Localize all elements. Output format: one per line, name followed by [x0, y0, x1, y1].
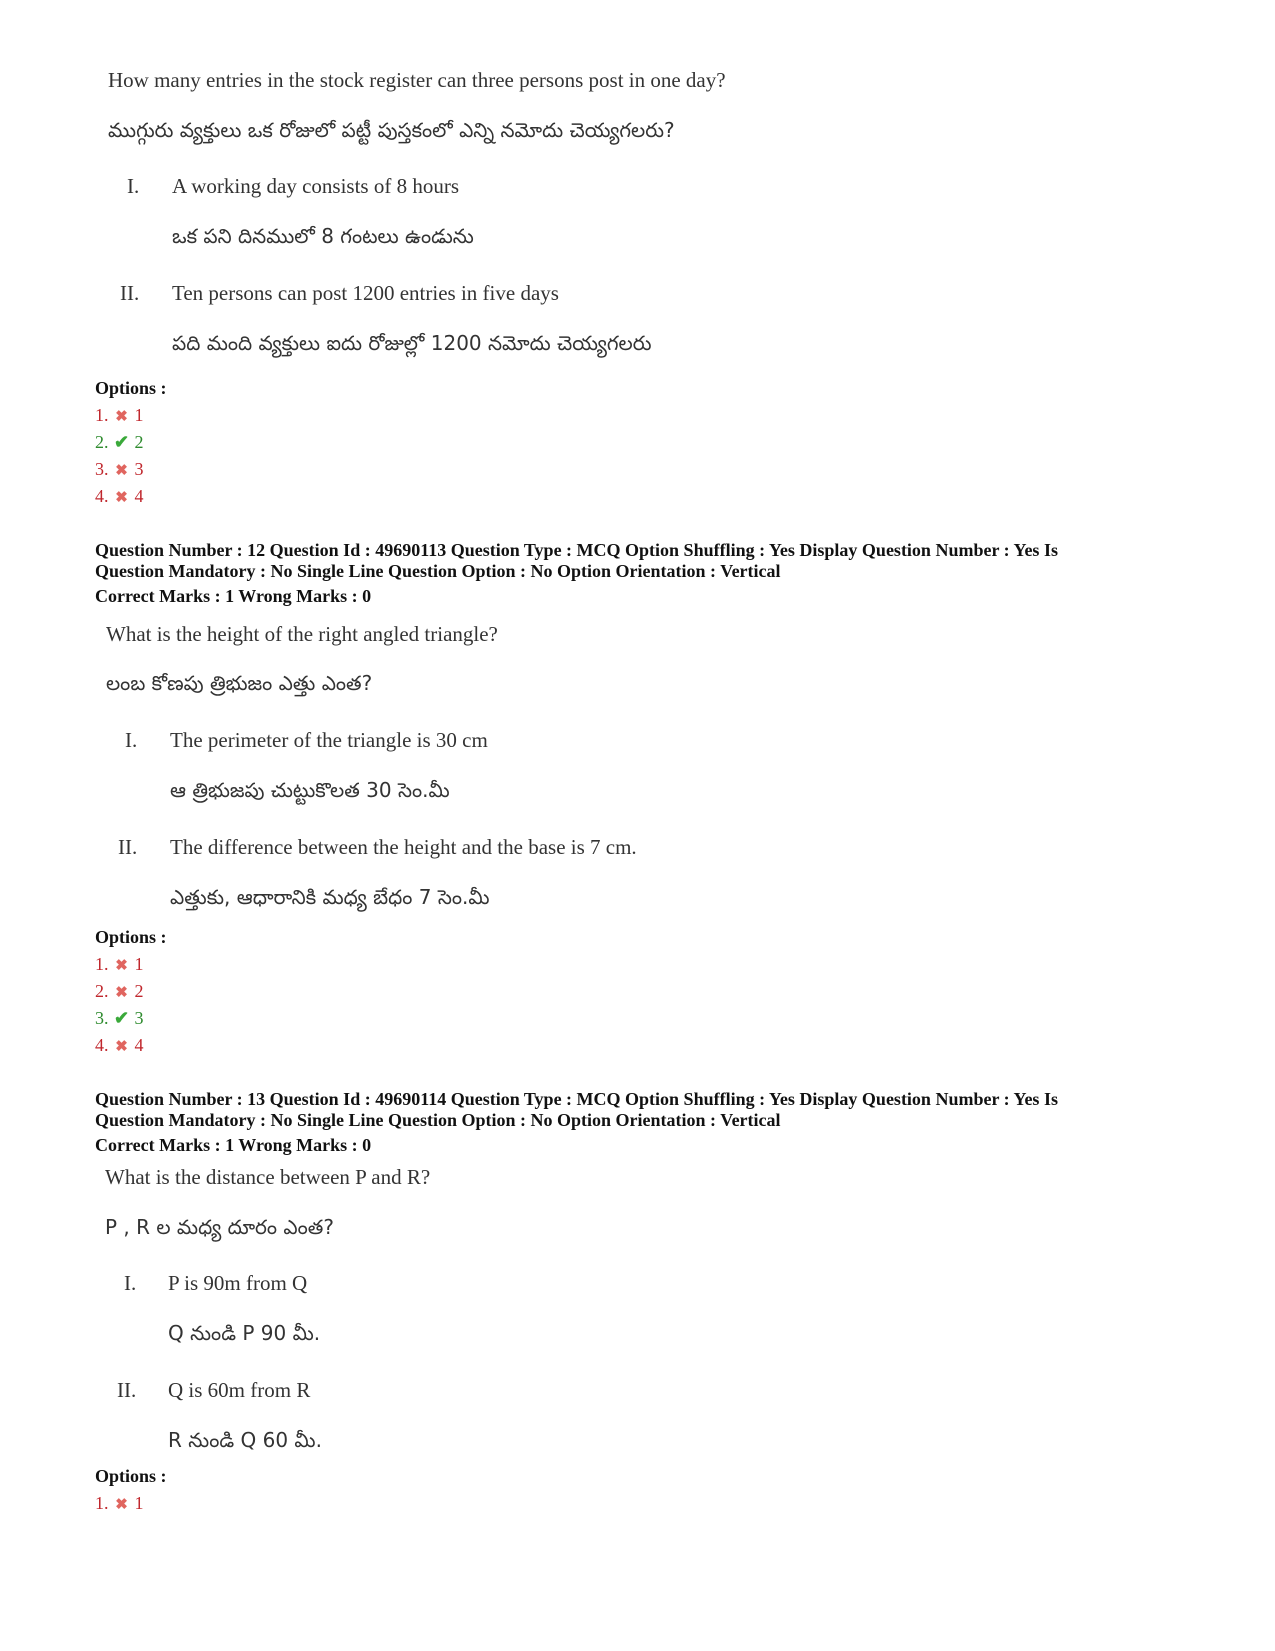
option-number: 1. — [95, 405, 109, 425]
option-number: 4. — [95, 486, 109, 506]
option-value: 1 — [134, 405, 144, 425]
statement-number: II. — [118, 835, 138, 859]
statement-text-te: ఆ త్రిభుజపు చుట్టుకొలత 30 సెం.మీ — [170, 778, 450, 802]
wrong-icon: ✖ — [115, 490, 128, 506]
statement-text-en: P is 90m from Q — [168, 1271, 308, 1295]
question-12-text-en: What is the height of the right angled triangle? — [106, 622, 498, 646]
statement-text-en: The perimeter of the triangle is 30 cm — [170, 728, 488, 752]
option-value: 2 — [134, 981, 144, 1001]
statement-number: I. — [125, 728, 138, 752]
options-heading: Options : — [95, 1466, 167, 1486]
wrong-icon: ✖ — [115, 409, 128, 425]
wrong-icon: ✖ — [115, 1039, 128, 1055]
statement-number: I. — [124, 1271, 137, 1295]
question-13-marks: Correct Marks : 1 Wrong Marks : 0 — [95, 1135, 372, 1155]
question-12-text-te: లంబ కోణపు త్రిభుజం ఎత్తు ఎంత? — [106, 671, 373, 695]
option-value: 4 — [134, 1035, 144, 1055]
option-value: 3 — [134, 459, 144, 479]
option-number: 4. — [95, 1035, 109, 1055]
statement-text-te: పది మంది వ్యక్తులు ఐదు రోజుల్లో 1200 నమోదు చెయ్యగలరు — [172, 331, 652, 355]
question-13-text-te: P , R ల మధ్య దూరం ఎంత? — [105, 1215, 334, 1239]
statement-text-te: R నుండి Q 60 మీ. — [168, 1428, 322, 1452]
wrong-icon: ✖ — [115, 1497, 128, 1513]
statement-number: II. — [117, 1378, 137, 1402]
check-icon: ✔ — [113, 432, 130, 452]
question-13-text-en: What is the distance between P and R? — [105, 1165, 431, 1189]
option-item[interactable] — [95, 458, 144, 480]
statement-number: II. — [120, 281, 140, 305]
option-number: 1. — [95, 954, 109, 974]
wrong-icon: ✖ — [115, 958, 128, 974]
option-value: 2 — [134, 432, 144, 452]
option-item[interactable] — [95, 431, 144, 453]
option-item[interactable] — [95, 1034, 144, 1056]
option-item[interactable] — [95, 953, 144, 975]
statement-text-te: Q నుండి P 90 మీ. — [168, 1321, 321, 1345]
statement-text-te: ఒక పని దినములో 8 గంటలు ఉండును — [172, 224, 474, 248]
statement-text-te: ఎత్తుకు, ఆధారానికి మధ్య బేధం 7 సెం.మీ — [170, 885, 490, 909]
option-value: 3 — [134, 1008, 144, 1028]
statement-text-en: Q is 60m from R — [168, 1378, 311, 1402]
options-heading: Options : — [95, 927, 167, 947]
options-heading: Options : — [95, 378, 167, 398]
question-13-meta-line1: Question Number : 13 Question Id : 49690114 Question Type : MCQ Option Shuffling : Yes Display Question Number : Yes Is — [95, 1089, 1058, 1109]
option-item[interactable] — [95, 980, 144, 1002]
option-value: 1 — [134, 1493, 144, 1513]
statement-text-en: A working day consists of 8 hours — [172, 174, 459, 198]
question-11-text-en: How many entries in the stock register can three persons post in one day? — [108, 68, 726, 92]
check-icon: ✔ — [113, 1008, 130, 1028]
option-value: 4 — [134, 486, 144, 506]
option-value: 1 — [134, 954, 144, 974]
question-12-meta-line2: Question Mandatory : No Single Line Question Option : No Option Orientation : Vertical — [95, 561, 781, 581]
option-item[interactable] — [95, 485, 144, 507]
question-13-meta-line2: Question Mandatory : No Single Line Question Option : No Option Orientation : Vertical — [95, 1110, 781, 1130]
question-11-text-te: ముగ్గురు వ్యక్తులు ఒక రోజులో పట్టీ పుస్తకంలో ఎన్ని నమోదు చెయ్యగలరు? — [108, 118, 675, 142]
statement-text-en: Ten persons can post 1200 entries in five days — [172, 281, 559, 305]
option-item[interactable] — [95, 1007, 144, 1029]
option-number: 1. — [95, 1493, 109, 1513]
question-12-marks: Correct Marks : 1 Wrong Marks : 0 — [95, 586, 372, 606]
option-item[interactable] — [95, 1492, 144, 1514]
option-number: 2. — [95, 432, 109, 452]
statement-text-en: The difference between the height and the base is 7 cm. — [170, 835, 637, 859]
option-item[interactable] — [95, 404, 144, 426]
statement-number: I. — [127, 174, 140, 198]
wrong-icon: ✖ — [115, 463, 128, 479]
option-number: 2. — [95, 981, 109, 1001]
wrong-icon: ✖ — [115, 985, 128, 1001]
option-number: 3. — [95, 459, 109, 479]
question-12-meta-line1: Question Number : 12 Question Id : 49690113 Question Type : MCQ Option Shuffling : Yes Display Question Number : Yes Is — [95, 540, 1058, 560]
option-number: 3. — [95, 1008, 109, 1028]
